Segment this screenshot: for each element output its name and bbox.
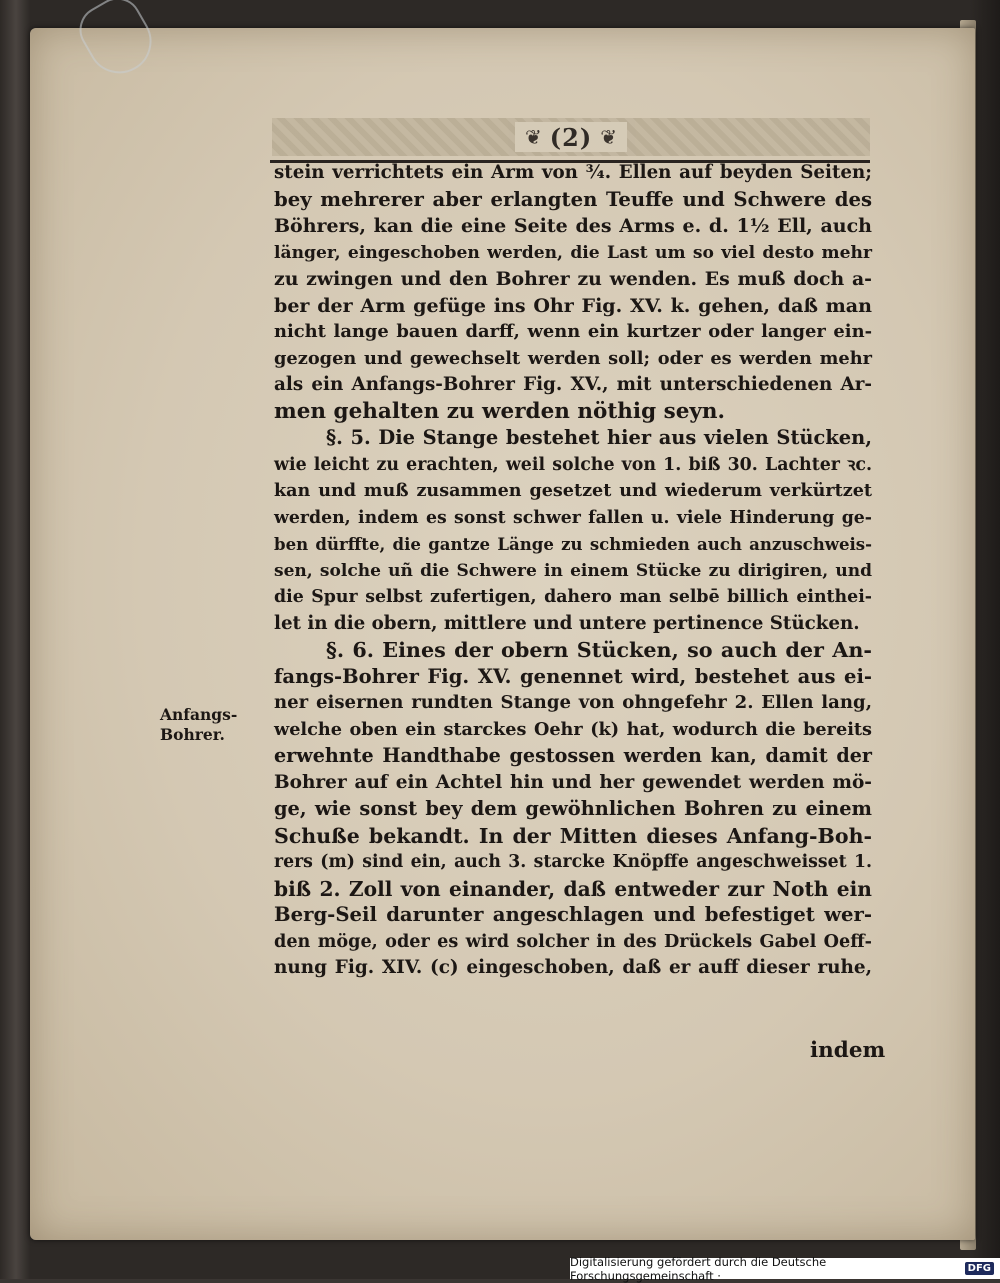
text-line: nung Fig. XIV. (c) eingeschoben, daß er auff dieser ruhe,	[274, 957, 872, 978]
text-line: welche oben ein starckes Oehr (k) hat, wodurch die bereits	[274, 718, 872, 740]
text-line: rers (m) sind ein, auch 3. starcke Knöpffe angeschweisset 1.	[274, 852, 872, 872]
text-line: ner eisernen rundten Stange von ohngefehr 2. Ellen lang,	[274, 692, 872, 713]
page-header	[515, 122, 627, 152]
footer-text: Digitalisierung gefördert durch die Deutsche Forschungsgemeinschaft ·	[570, 1254, 827, 1283]
text-line: Berg-Seil darunter angeschlagen und befestiget wer-	[274, 903, 872, 926]
text-line: länger, eingeschoben werden, die Last um so viel desto mehr	[274, 242, 872, 263]
text-line: die Spur selbst zufertigen, dahero man selbē billich einthei-	[274, 587, 872, 607]
text-line: gezogen und gewechselt werden soll; oder es werden mehr	[274, 347, 872, 369]
text-line: biß 2. Zoll von einander, daß entweder zur Noth ein	[274, 876, 872, 901]
ornament-left-icon: ❦	[525, 125, 542, 149]
ornament-right-icon: ❦	[600, 125, 617, 149]
text-line: bey mehrerer aber erlangten Teuffe und Schwere des	[274, 187, 872, 211]
text-line: stein verrichtets ein Arm von ¾. Ellen auf beyden Seiten;	[274, 162, 872, 183]
text-line: ber der Arm gefüge ins Ohr Fig. XV. k. gehen, daß man	[274, 294, 872, 317]
paragraph-start: §. 5. Die Stange bestehet hier aus vielen Stücken,	[326, 426, 872, 449]
text-line: den möge, oder es wird solcher in des Drückels Gabel Oeff-	[274, 930, 872, 952]
text-line: sen, solche uñ die Schwere in einem Stücke zu dirigiren, und	[274, 560, 872, 581]
text-line: Bohrer auf ein Achtel hin und her gewendet werden mö-	[274, 771, 872, 793]
marginal-note-line: Bohrer.	[160, 725, 225, 744]
marginal-note	[160, 705, 237, 745]
text-line: fangs-Bohrer Fig. XV. genennet wird, bestehet aus ei-	[274, 664, 872, 688]
text-line: let in die obern, mittlere und untere pertinence Stücken.	[274, 612, 860, 634]
text-line: men gehalten zu werden nöthig seyn.	[274, 398, 725, 424]
text-line: zu zwingen und den Bohrer zu wenden. Es muß doch a-	[274, 268, 872, 290]
text-line: ben dürffte, die gantze Länge zu schmieden auch anzuschweis-	[274, 534, 872, 554]
text-line: nicht lange bauen darff, wenn ein kurtzer oder langer ein-	[274, 321, 872, 342]
body-text	[274, 160, 872, 982]
text-line: werden, indem es sonst schwer fallen u. viele Hinderung ge-	[274, 507, 872, 528]
text-line: kan und muß zusammen gesetzet und wiederum verkürtzet	[274, 481, 872, 501]
page-number: (2)	[549, 122, 593, 152]
text-line: wie leicht zu erachten, weil solche von 1. biß 30. Lachter ꝛc.	[274, 454, 872, 475]
text-line: Böhrers, kan die eine Seite des Arms e. d. 1½ Ell, auch	[274, 215, 872, 237]
page-header-band	[272, 118, 870, 156]
paragraph-start: §. 6. Eines der obern Stücken, so auch der An-	[326, 638, 872, 662]
text-line: Schuße bekandt. In der Mitten dieses Anfang-Boh-	[274, 823, 872, 848]
text-line: ge, wie sonst bey dem gewöhnlichen Bohren zu einem	[274, 797, 872, 820]
catchword: indem	[810, 1038, 886, 1063]
footer-credit	[570, 1254, 1000, 1283]
marginal-note-line: Anfangs-	[160, 705, 238, 724]
text-line: als ein Anfangs-Bohrer Fig. XV., mit unterschiedenen Ar-	[274, 374, 872, 395]
text-line: erwehnte Handthabe gestossen werden kan, damit der	[274, 744, 872, 767]
dfg-logo-icon: DFG	[965, 1262, 994, 1275]
